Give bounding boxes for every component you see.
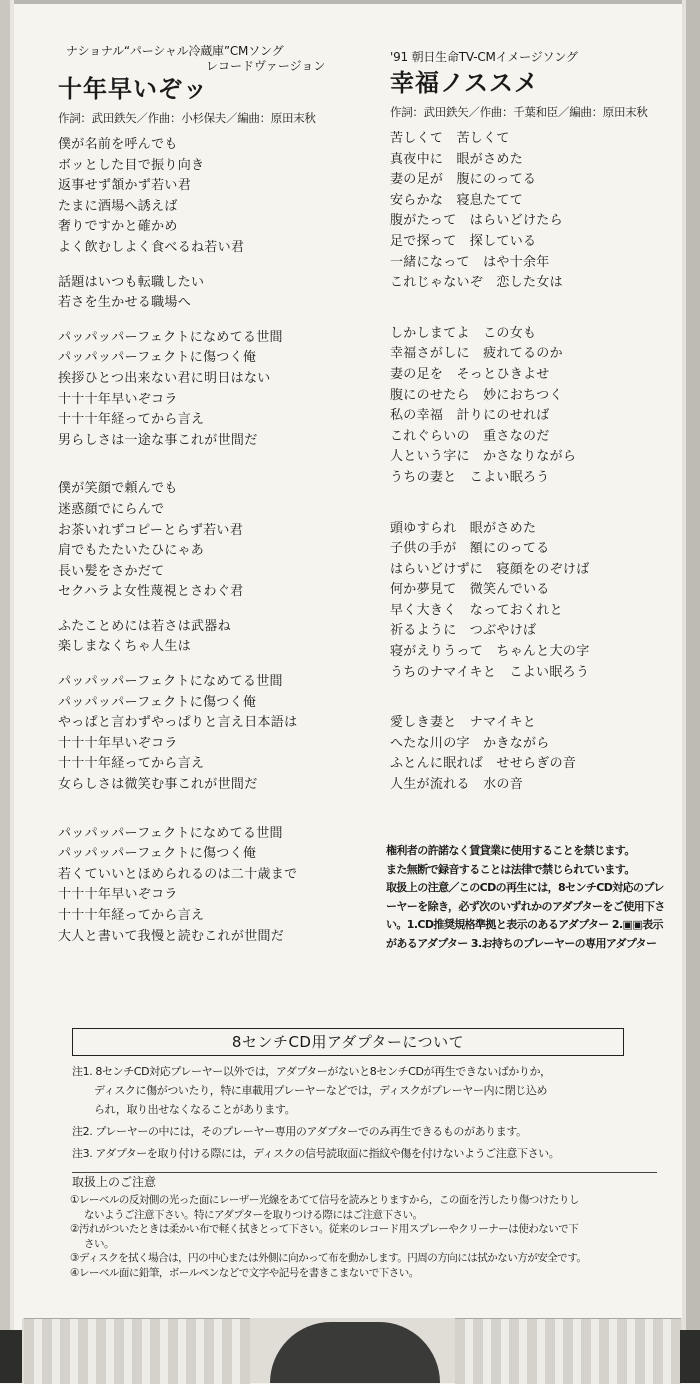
stanza	[58, 672, 388, 796]
lyric-line: 祈るように つぶやけば	[390, 623, 537, 639]
lyric-line: これぐらいの 重さなのだ	[390, 428, 550, 444]
lyric-line: 何か夢見て 微笑んでいる	[390, 582, 550, 598]
lyric-line: 真夜中に 眼がさめた	[390, 151, 524, 167]
adapter-notes	[72, 1062, 652, 1163]
lyric-line: 若くていいとほめられるのは二十歳まで	[58, 866, 298, 882]
lyric-line: 妻の足を そっとひきよせ	[390, 366, 550, 382]
left-song-title: 十年早いぞッ	[58, 75, 208, 103]
lyric-line: 楽しまなくちゃ人生は	[58, 639, 192, 655]
adapter-note-line: 注3. アダプターを取り付ける際には，ディスクの信号読取面に指紋や傷を付けないようご注意下さい。	[72, 1147, 560, 1160]
notice-line: 取扱上の注意／このCDの再生には，8センチCD対応のプレ	[386, 881, 664, 894]
care-line: ③ディスクを拭く場合は，円の中心または外側に向かって布を動かします。円周の方向には拭かない方が安全です。	[70, 1252, 587, 1264]
lyric-line: 肩でもたたいたひにゃあ	[58, 543, 205, 559]
lyric-line: パッパッパーフェクトに傷つく俺	[58, 694, 257, 710]
lyric-line: 人生が流れる 水の音	[390, 777, 524, 793]
lyric-line: パッパッパーフェクトに傷つく俺	[58, 350, 257, 366]
care-line: さい。	[84, 1237, 114, 1250]
lyric-line: うちの妻と こよい眠ろう	[390, 469, 550, 485]
notice-line: ーヤーを除き，必ず次のいずれかのアダプターをご使用下さ	[386, 899, 665, 913]
lyric-line: 挨拶ひとつ出来ない君に明日はない	[58, 370, 271, 386]
lyric-line: 十十十年早いぞコラ	[58, 735, 178, 751]
lyric-line: 腹にのせたら 妙におちつく	[390, 387, 563, 403]
lyric-line: ふとんに眠れば せせらぎの音	[390, 756, 577, 772]
adapter-note	[72, 1122, 652, 1141]
notice-line: 権利者の許諾なく賃貸業に使用することを禁じます。	[386, 844, 635, 857]
stanza	[58, 328, 388, 452]
left-song	[58, 44, 388, 947]
lyric-line: 十十十年経ってから言え	[58, 756, 205, 772]
adapter-note	[72, 1062, 652, 1119]
lyric-line: はらいどけずに 寝顔をのぞけば	[390, 561, 590, 577]
care-line: ないようご注意下さい。特にアダプターを取りつける際にはご注意下さい。	[84, 1208, 423, 1221]
lyric-line: 頭ゆすられ 眼がさめた	[390, 520, 537, 536]
lyric-line: たまに酒場へ誘えば	[58, 198, 178, 214]
care-notes	[70, 1193, 660, 1280]
lyric-line: 私の幸福 計りにのせれば	[390, 408, 550, 424]
lyric-line: 苦しくて 苦しくて	[390, 131, 510, 146]
lyric-line: へたな川の字 かきながら	[390, 735, 550, 751]
lyric-line: 愛しき妻と ナマイキと	[390, 715, 537, 731]
left-song-lyrics	[58, 135, 388, 947]
right-song-lyrics	[390, 129, 690, 796]
stanza	[390, 519, 690, 684]
cd-holder-tabs-right	[455, 1318, 681, 1384]
adapter-note	[72, 1144, 652, 1163]
divider	[72, 1172, 657, 1173]
stanza	[390, 129, 690, 294]
lyric-line: 男らしさは一途な事これが世間だ	[58, 432, 258, 448]
lyric-line: ボッとした目で振り向き	[58, 157, 205, 173]
cd-case-edge-right	[680, 1330, 700, 1383]
care-item	[70, 1193, 660, 1222]
lyric-line: やっぱと言わずやっぱりと言え日本語は	[58, 715, 298, 731]
lyric-line: 女らしさは微笑む事これが世間だ	[58, 777, 258, 793]
lyric-line: パッパッパーフェクトに傷つく俺	[58, 846, 257, 862]
lyric-line: 十十十年経ってから言え	[58, 908, 205, 923]
care-line: ①レーベルの反対側の光った面にレーザー光線をあてて信号を読みとりますから，この面を汚したり傷つけたりし	[70, 1194, 579, 1206]
lyric-line: パッパッパーフェクトになめてる世間	[58, 825, 283, 841]
adapter-note-line: 注2. プレーヤーの中には，そのプレーヤー専用のアダプターでのみ再生できるものがあります。	[72, 1125, 527, 1138]
lyric-line: よく飲むしよく食べるね若い君	[58, 239, 245, 255]
lyric-line: 一緒になって はや十余年	[390, 254, 550, 270]
lyric-line: 足で探って 探している	[390, 233, 537, 249]
lyric-line: 腹がたって はらいどけたら	[390, 213, 563, 229]
lyric-line: 安らかな 寝息たてて	[390, 192, 524, 208]
lyric-line: ふたことめには若さは武器ね	[58, 618, 231, 634]
care-line: ④レーベル面に鉛筆，ボールペンなどで文字や記号を書きこまないで下さい。	[70, 1266, 419, 1279]
lyric-line: 話題はいつも転職したい	[58, 274, 205, 290]
stanza	[58, 273, 388, 314]
notice-line: また無断で録音することは法律で禁じられています。	[386, 862, 635, 876]
care-title: 取扱上のご注意	[72, 1175, 157, 1189]
stanza	[390, 324, 690, 489]
lyric-line: 長い髪をさかだて	[58, 563, 165, 579]
lyric-line: 僕が名前を呼んでも	[58, 137, 178, 152]
right-song-credit: 作詞：武田鉄矢／作曲：千葉和臣／編曲：原田末秋	[390, 105, 648, 119]
copyright-notice	[386, 842, 666, 953]
lyric-line: しかしまてよ この女も	[390, 325, 537, 341]
adapter-note-line: られ，取り出せなくなることがあります。	[94, 1103, 296, 1116]
stanza	[58, 479, 388, 603]
notice-line: い。1.CD推奨規格準拠と表示のあるアダプター 2.▣▣表示	[386, 918, 663, 931]
top-edge	[0, 0, 700, 4]
lyric-line: 十十十年経ってから言え	[58, 412, 205, 428]
stanza	[58, 824, 388, 948]
lyric-line: 寝がえりうって ちゃんと大の字	[390, 644, 590, 660]
lyric-line: お茶いれずコピーとらず若い君	[58, 522, 244, 538]
lyric-line: 十十十年早いぞコラ	[58, 887, 178, 903]
lyric-line: うちのナマイキと こよい眠ろう	[390, 664, 590, 680]
left-edge	[0, 0, 10, 1383]
lyric-line: 子供の手が 額にのってる	[390, 541, 550, 557]
stanza	[58, 135, 388, 259]
left-song-subtitle-2: レコードヴァージョン	[206, 59, 326, 73]
care-line: ②汚れがついたときは柔かい布で軽く拭きとって下さい。従来のレコード用スプレーやクリーナーは使わないで下	[70, 1223, 579, 1235]
left-song-subtitle: ナショナル“パーシャル冷蔵庫”CMソング	[66, 44, 284, 58]
care-item	[70, 1266, 660, 1281]
right-song	[390, 44, 690, 796]
left-edge-inner	[10, 0, 14, 1383]
care-item	[70, 1222, 660, 1251]
left-song-credit: 作詞：武田鉄矢／作曲：小杉保夫／編曲：原田末秋	[58, 111, 316, 125]
stanza	[58, 617, 388, 658]
adapter-note-line: 注1. 8センチCD対応プレーヤー以外では，アダプターがないと8センチCDが再生できないばかりか，	[72, 1065, 551, 1078]
care-item	[70, 1251, 660, 1266]
lyric-line: 早く大きく なっておくれと	[390, 602, 563, 618]
lyric-line: 十十十年早いぞコラ	[58, 391, 178, 407]
lyric-line: 迷惑顔でにらんで	[58, 501, 165, 517]
lyric-line: パッパッパーフェクトになめてる世間	[58, 329, 283, 345]
cd-case-edge-left	[0, 1330, 22, 1383]
lyric-line: 幸福さがしに 疲れてるのか	[390, 346, 563, 362]
lyric-line: 妻の足が 腹にのってる	[390, 172, 537, 188]
right-song-title: 幸福ノススメ	[390, 69, 540, 97]
lyric-line: パッパッパーフェクトになめてる世間	[58, 674, 283, 690]
right-song-subtitle: '91 朝日生命TV-CMイメージソング	[390, 50, 578, 64]
lyric-line: 返事せず頷かず若い君	[58, 178, 192, 194]
notice-line: があるアダプター 3.お持ちのプレーヤーの専用アダプター	[386, 936, 657, 950]
lyric-line: 僕が笑顔で頼んでも	[58, 481, 178, 497]
adapter-note-line: ディスクに傷がついたり，特に車載用プレーヤーなどでは，ディスクがプレーヤー内に閉じ込め	[94, 1084, 548, 1097]
lyric-line: 若さを生かせる職場へ	[58, 295, 192, 311]
lyric-line: 奢りですかと確かめ	[58, 219, 178, 235]
adapter-section-title: 8センチCD用アダプターについて	[72, 1028, 624, 1056]
lyric-line: 人という字に かさなりながら	[390, 449, 577, 465]
lyric-line: 大人と書いて我慢と読むこれが世間だ	[58, 928, 285, 944]
lyric-line: セクハラよ女性蔑視とさわぐ君	[58, 584, 244, 600]
stanza	[390, 713, 690, 795]
cd-holder-tabs-left	[24, 1318, 250, 1384]
lyric-line: これじゃないぞ 恋した女は	[390, 275, 563, 291]
